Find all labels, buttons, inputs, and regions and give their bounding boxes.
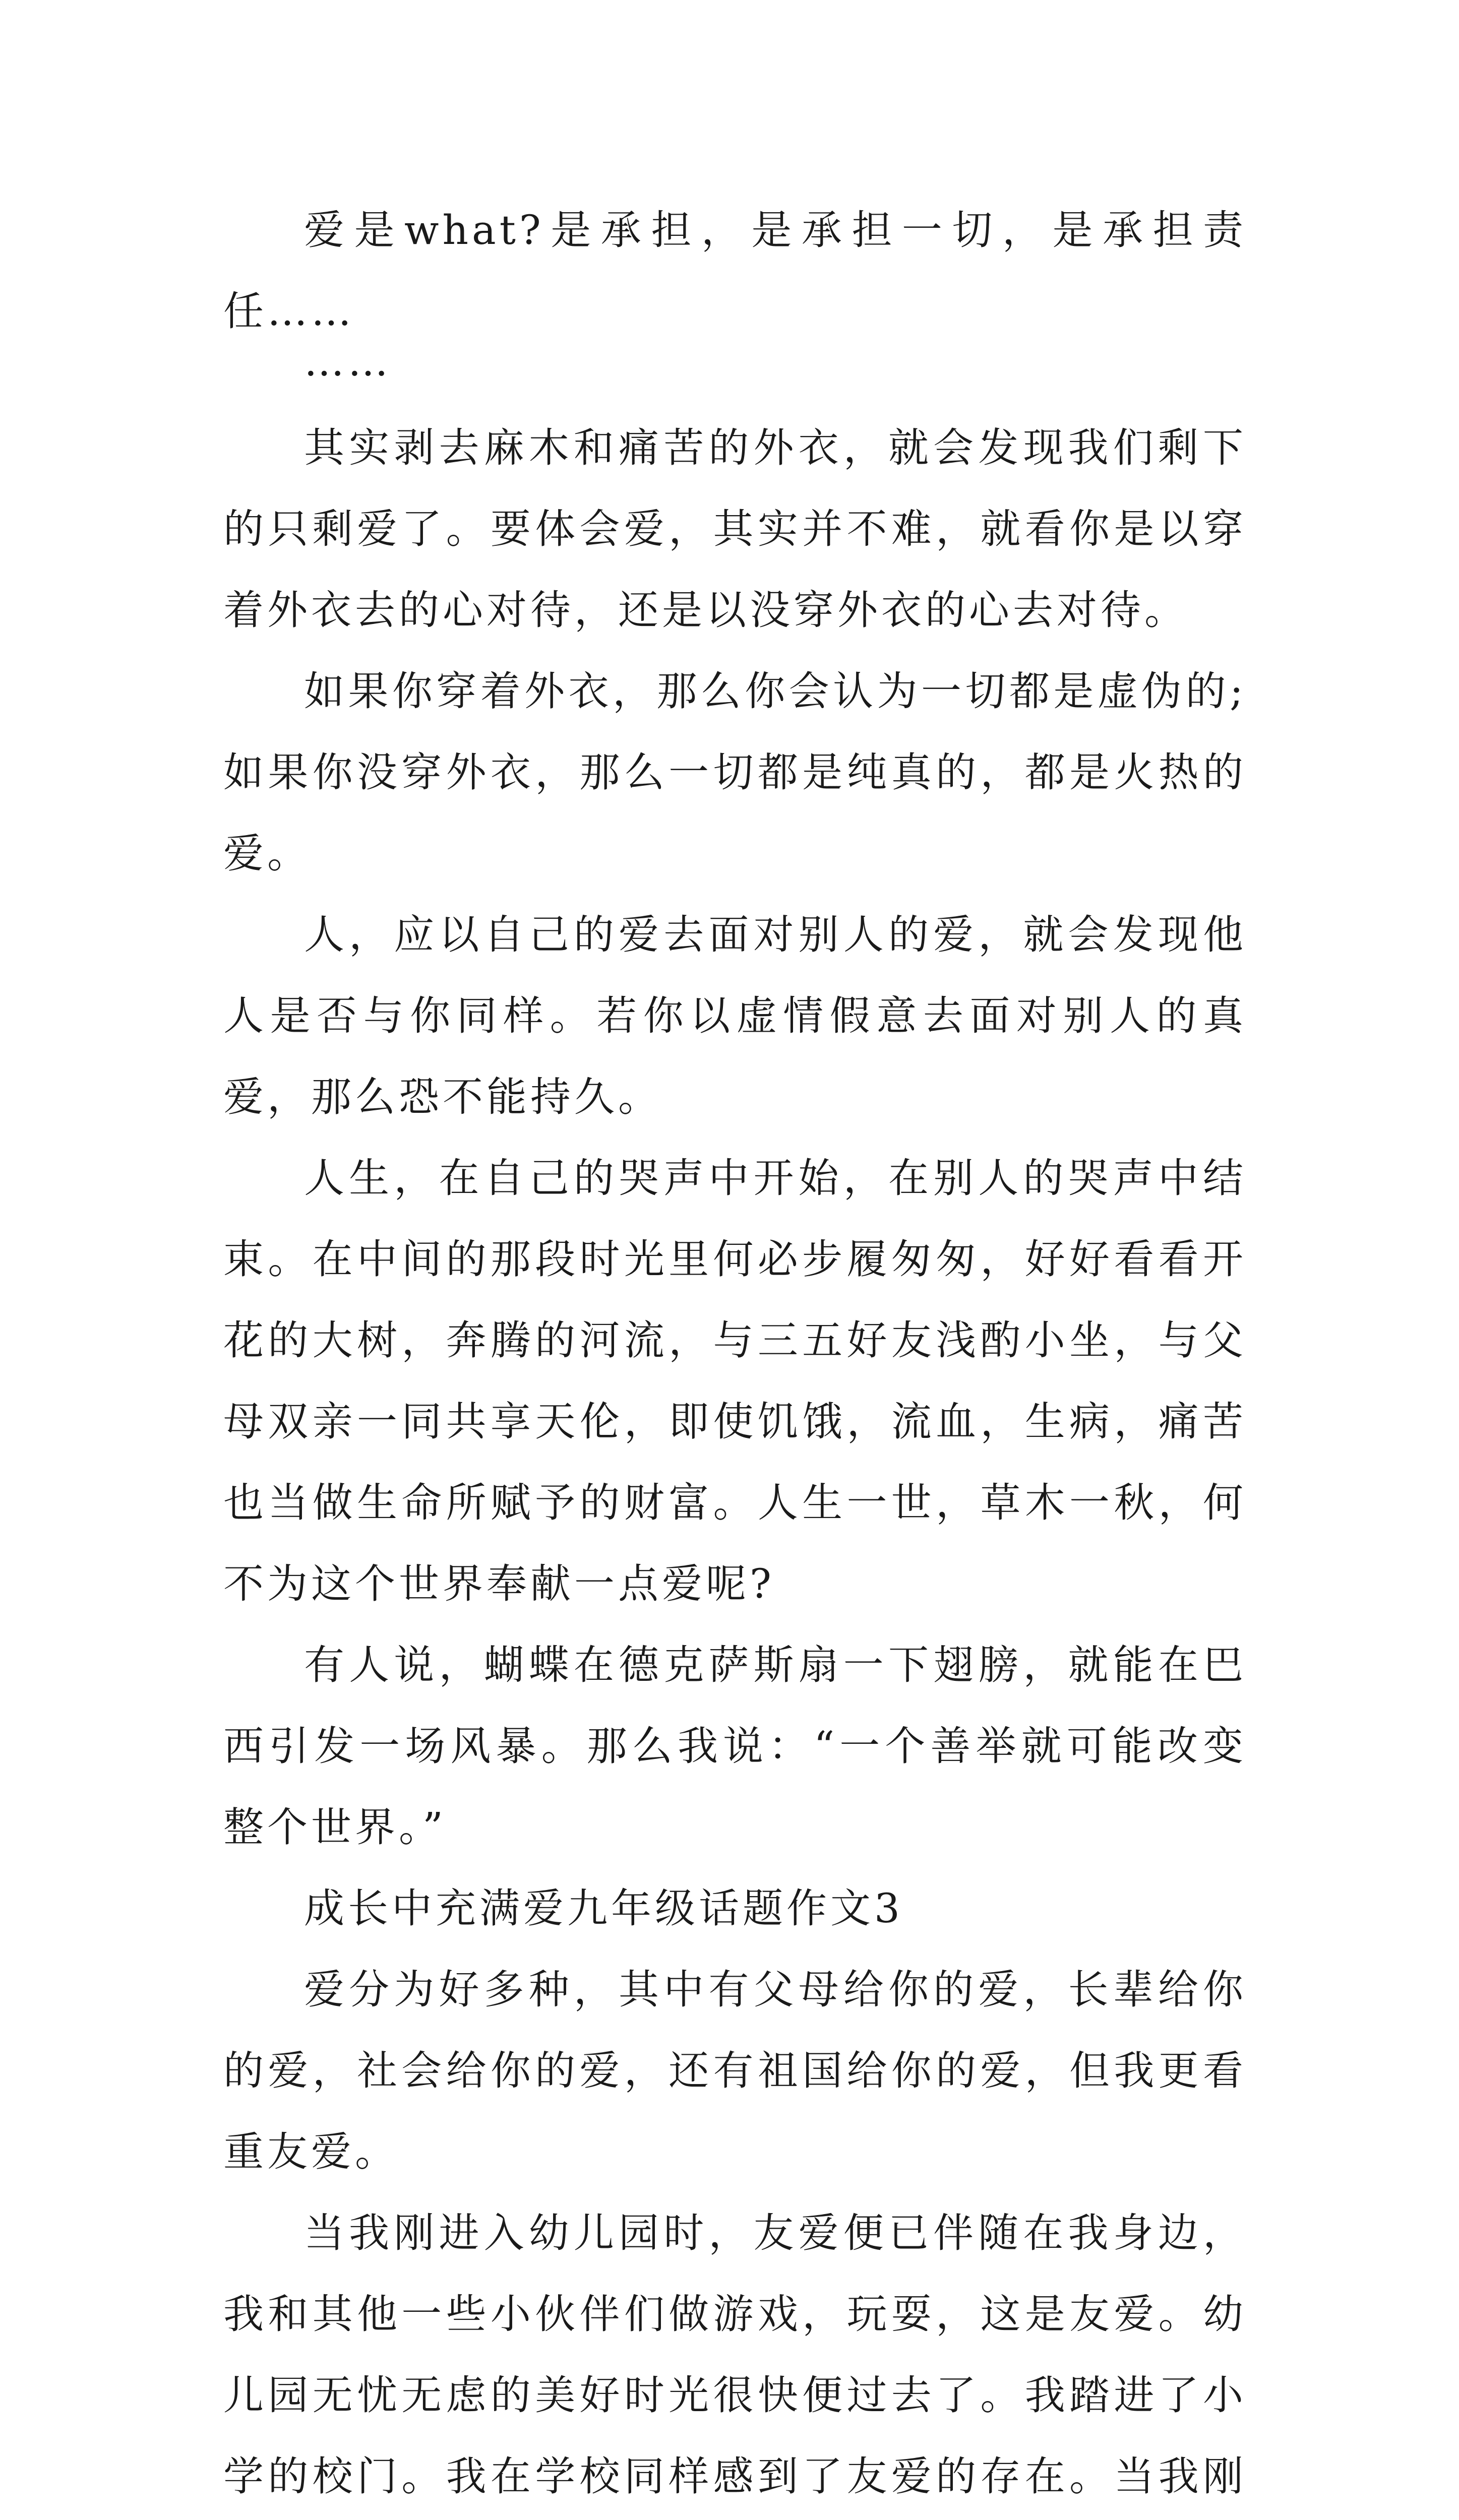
paragraph-wearing-coat: 如果你穿着外衣，那么你会认为一切都是虚伪的;如果你没穿外衣，那么一切都是纯真的，都是火热的爱。 bbox=[223, 668, 1247, 877]
document-body bbox=[223, 190, 1247, 2520]
paragraph-love-is-what: 爱是what?是承担，是承担一切，是承担责任…… bbox=[223, 207, 1247, 335]
paragraph-ellipsis: …… bbox=[304, 338, 392, 385]
paragraph-kinds-of-love: 爱分为好多种，其中有父母给你的爱，长辈给你的爱，社会给你的爱，还有祖国给你的爱，但我更看重友爱。 bbox=[223, 1966, 1247, 2175]
paragraph-life: 人生，在自己的哭声中开始，在别人的哭声中结束。在中间的那段时光里何必步履匆匆，好好看看开花的大树，奔腾的河流，与三五好友浅酌小坐，与父母双亲一同共享天伦，即使饥饿，流血，生病，痛苦也当做生命所赋予的财富。人生一世，草木一秋，何不为这个世界奉献一点爱呢? bbox=[223, 1155, 1247, 1607]
paragraph-face-love: 人，应以自己的爱去面对别人的爱，就会发现他人是否与你同样。若你以虚情假意去面对别人的真爱，那么恐不能持久。 bbox=[223, 911, 1247, 1120]
section-title: 成长中充满爱九年级话题作文3 bbox=[304, 1885, 903, 1932]
paragraph-kindergarten: 当我刚进入幼儿园时，友爱便已伴随在我身边，我和其他一些小伙伴们做游戏，玩耍，这是友爱。幼儿园无忧无虑的美好时光很快便过去了。我踏进了小学的校门。我在学校同样感到了友爱的存在。当我刚 bbox=[223, 2210, 1247, 2500]
paragraph-butterfly: 有人说，蝴蝶在德克萨斯扇一下翅膀，就能在巴西引发一场风暴。那么我说：“一个善举就可能改变整个世界。” bbox=[223, 1642, 1247, 1851]
paragraph-outer-coat: 其实剥去麻木和痛苦的外衣，就会发现我们剩下的只剩爱了。要体会爱，其实并不难，就看你是以穿着外衣去的心对待，还是以没穿外衣的心去对待。 bbox=[223, 424, 1247, 634]
